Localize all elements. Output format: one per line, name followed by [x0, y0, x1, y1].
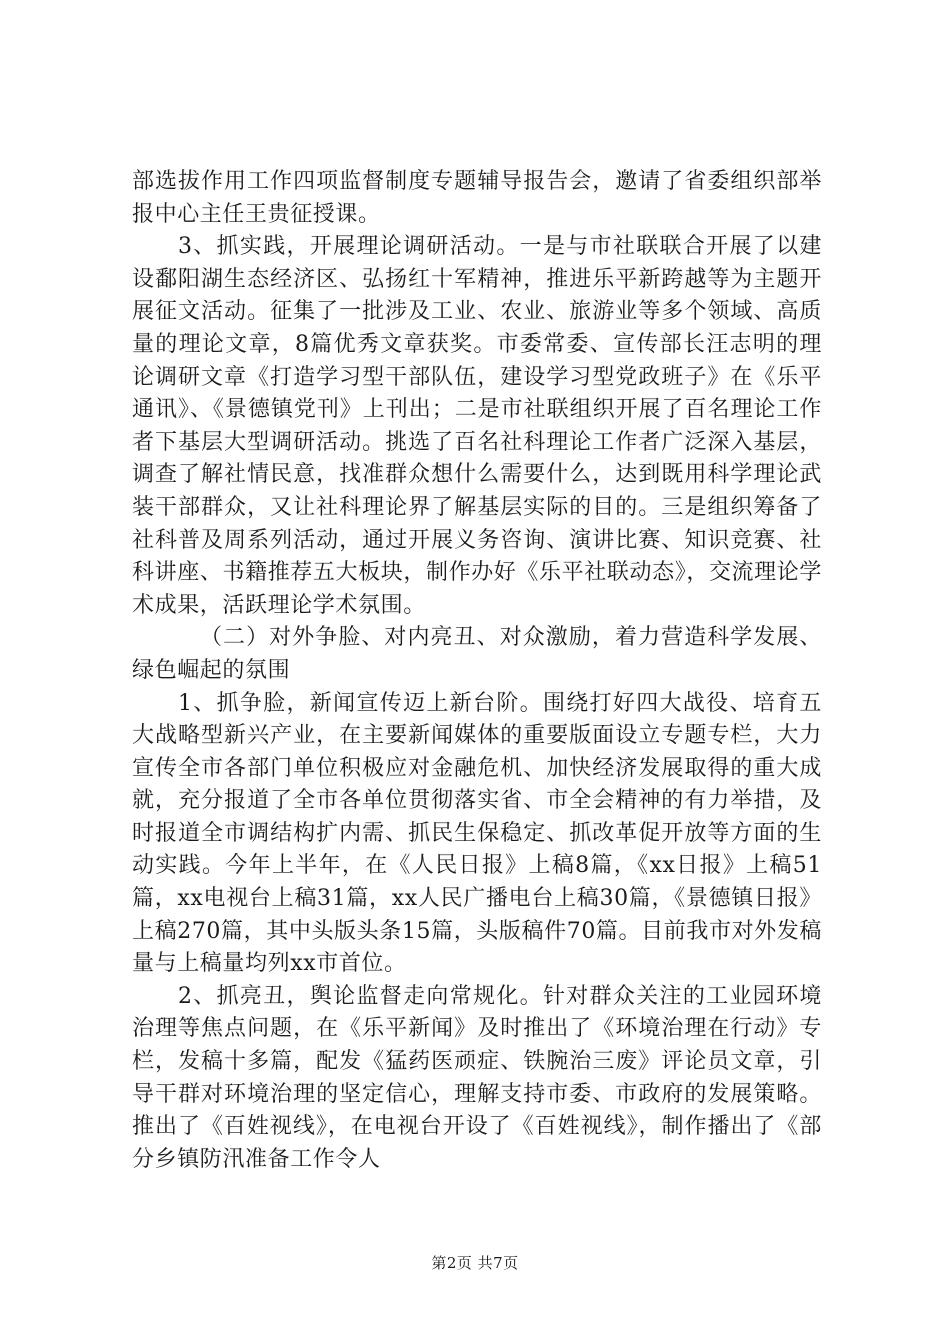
paragraph-news: 1、抓争脸，新闻宣传迈上新台阶。围绕打好四大战役、培育五大战略型新兴产业，在主要新闻媒体的重要版面设立专题专栏，大力宣传全市各部门单位积极应对金融危机、加快经济发展取得的重大成就，充分报道了全市各单位贯彻落实省、市全会精神的有力举措，及时报道全市调结构扩内需、抓民生保稳定、抓改革促开放等方面的生动实践。今年上半年，在《人民日报》上稿8篇，《xx日报》上稿51篇，xx电视台上稿31篇，xx人民广播电台上稿30篇，《景德镇日报》上稿270篇，其中头版头条15篇，头版稿件70篇。目前我市对外发稿量与上稿量均列xx市首位。 — [132, 690, 822, 977]
section-heading: （二）对外争脸、对内亮丑、对众激励，着力营造科学发展、绿色崛起的氛围 — [132, 625, 822, 683]
page-number-footer: 第2页 共7页 — [431, 1254, 519, 1272]
paragraph-practice: 3、抓实践，开展理论调研活动。一是与市社联联合开展了以建设鄱阳湖生态经济区、弘扬红十军精神，推进乐平新跨越等为主题开展征文活动。征集了一批涉及工业、农业、旅游业等多个领域、高质量的理论文章，8篇优秀文章获奖。市委常委、宣传部长汪志明的理论调研文章《打造学习型干部队伍，建设学习型党政班子》在《乐平通讯》、《景德镇党刊》上刊出；二是市社联组织开展了百名理论工作者下基层大型调研活动。挑选了百名社科理论工作者广泛深入基层，调查了解社情民意，找准群众想什么需要什么，达到既用科学理论武装干部群众，又让社科理论界了解基层实际的目的。三是组织筹备了社科普及周系列活动，通过开展义务咨询、演讲比赛、知识竞赛、社科讲座、书籍推荐五大板块，制作办好《乐平社联动态》，交流理论学术成果，活跃理论学术氛围。 — [132, 234, 822, 618]
paragraph-supervision: 2、抓亮丑，舆论监督走向常规化。针对群众关注的工业园环境治理等焦点问题，在《乐平新闻》及时推出了《环境治理在行动》专栏，发稿十多篇，配发《猛药医顽症、铁腕治三废》评论员文章，引导干群对环境治理的坚定信心，理解支持市委、市政府的发展策略。推出了《百姓视线》，在电视台开设了《百姓视线》，制作播出了《部分乡镇防汛准备工作令人 — [132, 983, 822, 1172]
document-body — [132, 166, 822, 1176]
paragraph-continuation: 部选拔作用工作四项监督制度专题辅导报告会，邀请了省委组织部举报中心主任王贵征授课。 — [132, 169, 822, 227]
